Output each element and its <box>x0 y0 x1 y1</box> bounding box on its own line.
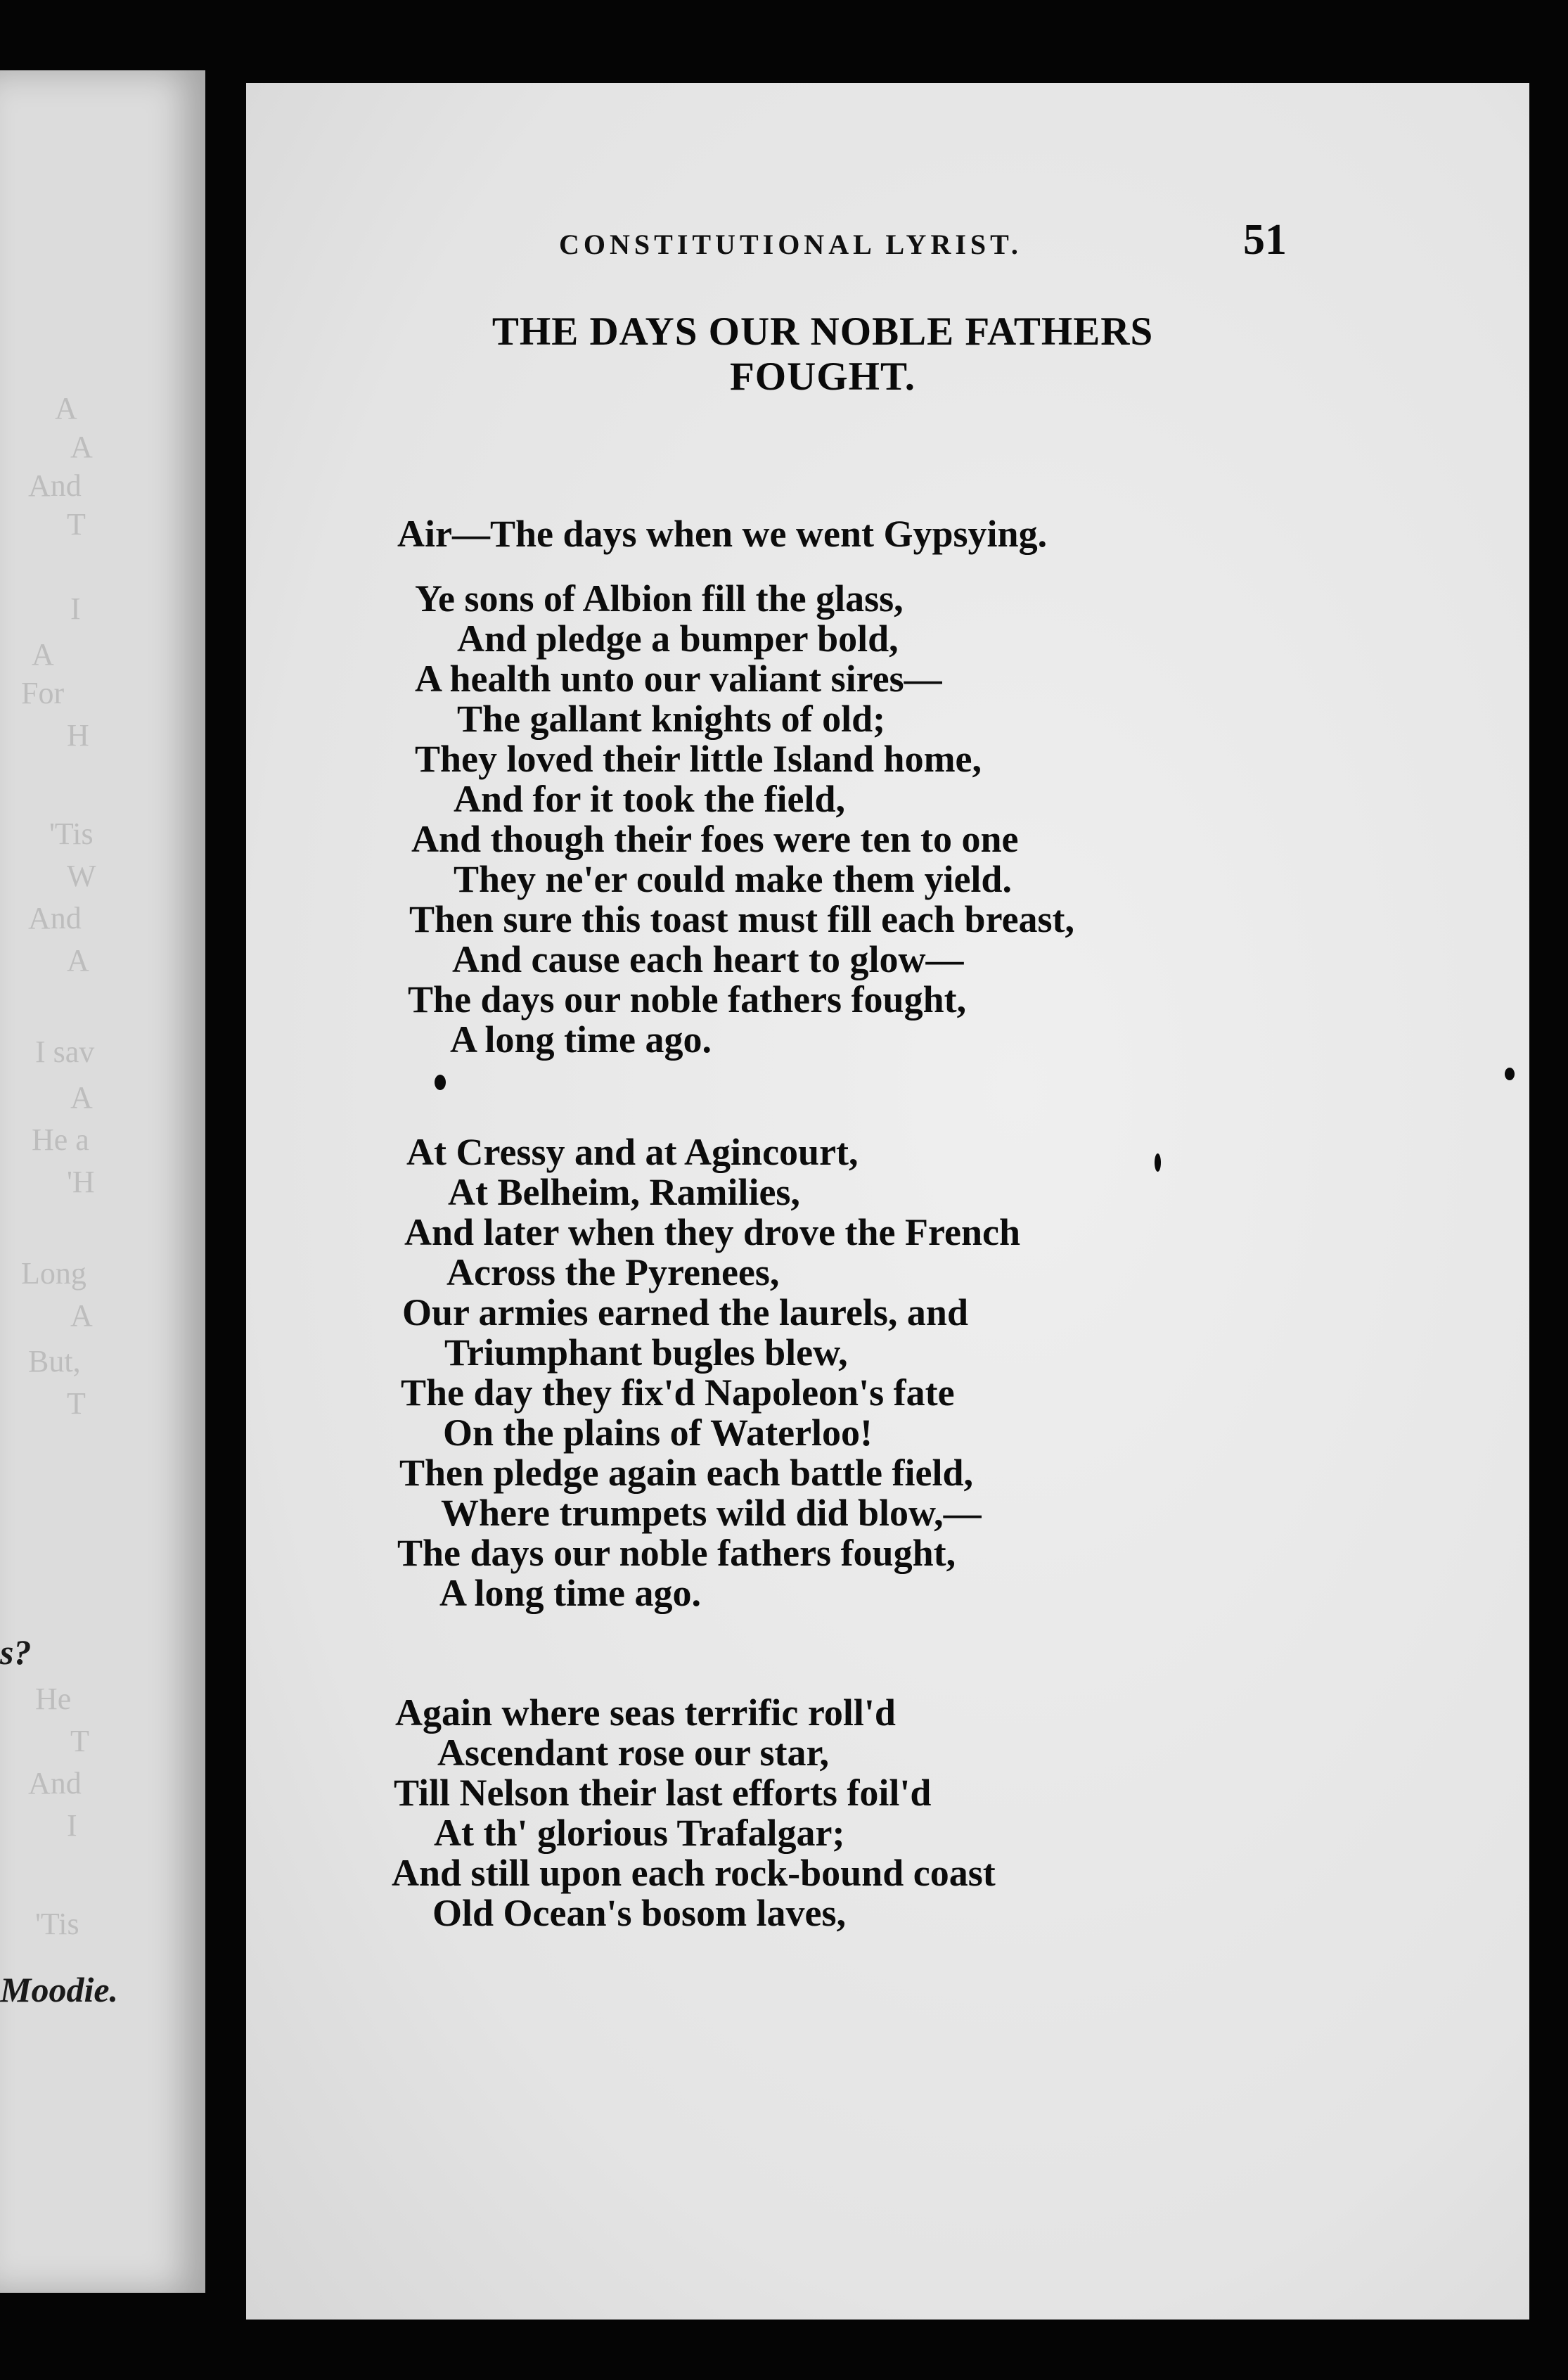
verse-line: At Cressy and at Agincourt, <box>406 1131 859 1173</box>
verse-line: On the plains of Waterloo! <box>443 1412 873 1454</box>
verse-line: The day they fix'd Napoleon's fate <box>401 1371 955 1414</box>
facing-page-fragment: 'Tis <box>49 817 94 851</box>
verse-line: A health unto our valiant sires— <box>415 658 942 700</box>
verse-line: Till Nelson their last efforts foil'd <box>394 1772 932 1814</box>
verse-line: Ascendant rose our star, <box>437 1732 830 1774</box>
verse-line: They loved their little Island home, <box>415 738 982 780</box>
verse-line: And though their foes were ten to one <box>411 818 1019 860</box>
book-page <box>246 83 1529 2320</box>
facing-page-fragment: 'H <box>67 1165 95 1199</box>
facing-page-fragment: A <box>67 943 89 978</box>
facing-page-fragment: A <box>32 637 54 672</box>
facing-page-fragment: A <box>70 430 93 464</box>
facing-page-fragment: I <box>67 1808 77 1843</box>
verse-line: Then sure this toast must fill each breast, <box>409 898 1075 940</box>
verse-line: At Belheim, Ramilies, <box>448 1171 800 1213</box>
verse-line: Where trumpets wild did blow,— <box>441 1492 982 1534</box>
poem-title-line: FOUGHT. <box>729 354 916 399</box>
verse-line: The days our noble fathers fought, <box>408 978 967 1021</box>
facing-page-fragment: T <box>70 1724 89 1758</box>
facing-page-fragment: I <box>70 591 81 626</box>
ink-speck <box>1155 1153 1161 1172</box>
facing-page-fragment: T <box>67 507 86 542</box>
verse-line: Our armies earned the laurels, and <box>402 1291 968 1333</box>
verse-line: The gallant knights of old; <box>457 698 886 740</box>
verse-line: The days our noble fathers fought, <box>397 1532 956 1574</box>
facing-page-fragment: T <box>67 1386 86 1421</box>
facing-page-fragment: Moodie. <box>0 1970 119 2009</box>
facing-page-fragment: He a <box>32 1122 89 1157</box>
facing-page-fragment: I sav <box>35 1035 95 1069</box>
verse-line: Ye sons of Albion fill the glass, <box>415 577 904 620</box>
facing-page-fragment: But, <box>28 1344 81 1378</box>
verse-line: Old Ocean's bosom laves, <box>432 1892 847 1934</box>
facing-page <box>0 70 205 2293</box>
verse-line: Again where seas terrific roll'd <box>395 1691 896 1734</box>
verse-line: And cause each heart to glow— <box>452 938 964 980</box>
facing-page-fragment: And <box>28 901 82 935</box>
verse-line: A long time ago. <box>439 1572 701 1614</box>
facing-page-fragment: A <box>70 1298 93 1333</box>
poem-title <box>366 309 1280 399</box>
verse-line: At th' glorious Trafalgar; <box>434 1812 845 1854</box>
facing-page-fragment: For <box>21 676 65 710</box>
facing-page-fragment: A <box>55 391 77 426</box>
ink-speck <box>1505 1068 1515 1080</box>
facing-page-fragment: H <box>67 718 89 753</box>
facing-page-fragment: s? <box>0 1632 32 1672</box>
verse-line: They ne'er could make them yield. <box>454 858 1012 900</box>
verse-line: And still upon each rock-bound coast <box>392 1852 996 1894</box>
facing-page-fragment: He <box>35 1682 72 1716</box>
verse-line: And for it took the field, <box>454 778 846 820</box>
page-header <box>316 215 1287 265</box>
ink-speck <box>435 1075 446 1090</box>
poem-air: Air—The days when we went Gypsying. <box>397 513 1048 555</box>
verse-line: A long time ago. <box>450 1018 712 1061</box>
facing-page-fragment: And <box>28 468 82 503</box>
poem-title-line: THE DAYS OUR NOBLE FATHERS <box>491 309 1154 354</box>
facing-page-fragment: W <box>67 859 96 893</box>
verse-line: And pledge a bumper bold, <box>457 618 899 660</box>
running-head: CONSTITUTIONAL LYRIST. <box>559 229 1022 260</box>
verse-line: And later when they drove the French <box>404 1211 1020 1253</box>
verse-line: Triumphant bugles blew, <box>444 1331 848 1374</box>
facing-page-fragment: A <box>70 1080 93 1115</box>
facing-page-fragment: And <box>28 1766 82 1800</box>
facing-page-fragment: 'Tis <box>35 1907 79 1941</box>
facing-page-fragment: Long <box>21 1256 86 1291</box>
verse-line: Then pledge again each battle field, <box>399 1452 974 1494</box>
page-number: 51 <box>1243 216 1287 264</box>
verse-line: Across the Pyrenees, <box>446 1251 780 1293</box>
